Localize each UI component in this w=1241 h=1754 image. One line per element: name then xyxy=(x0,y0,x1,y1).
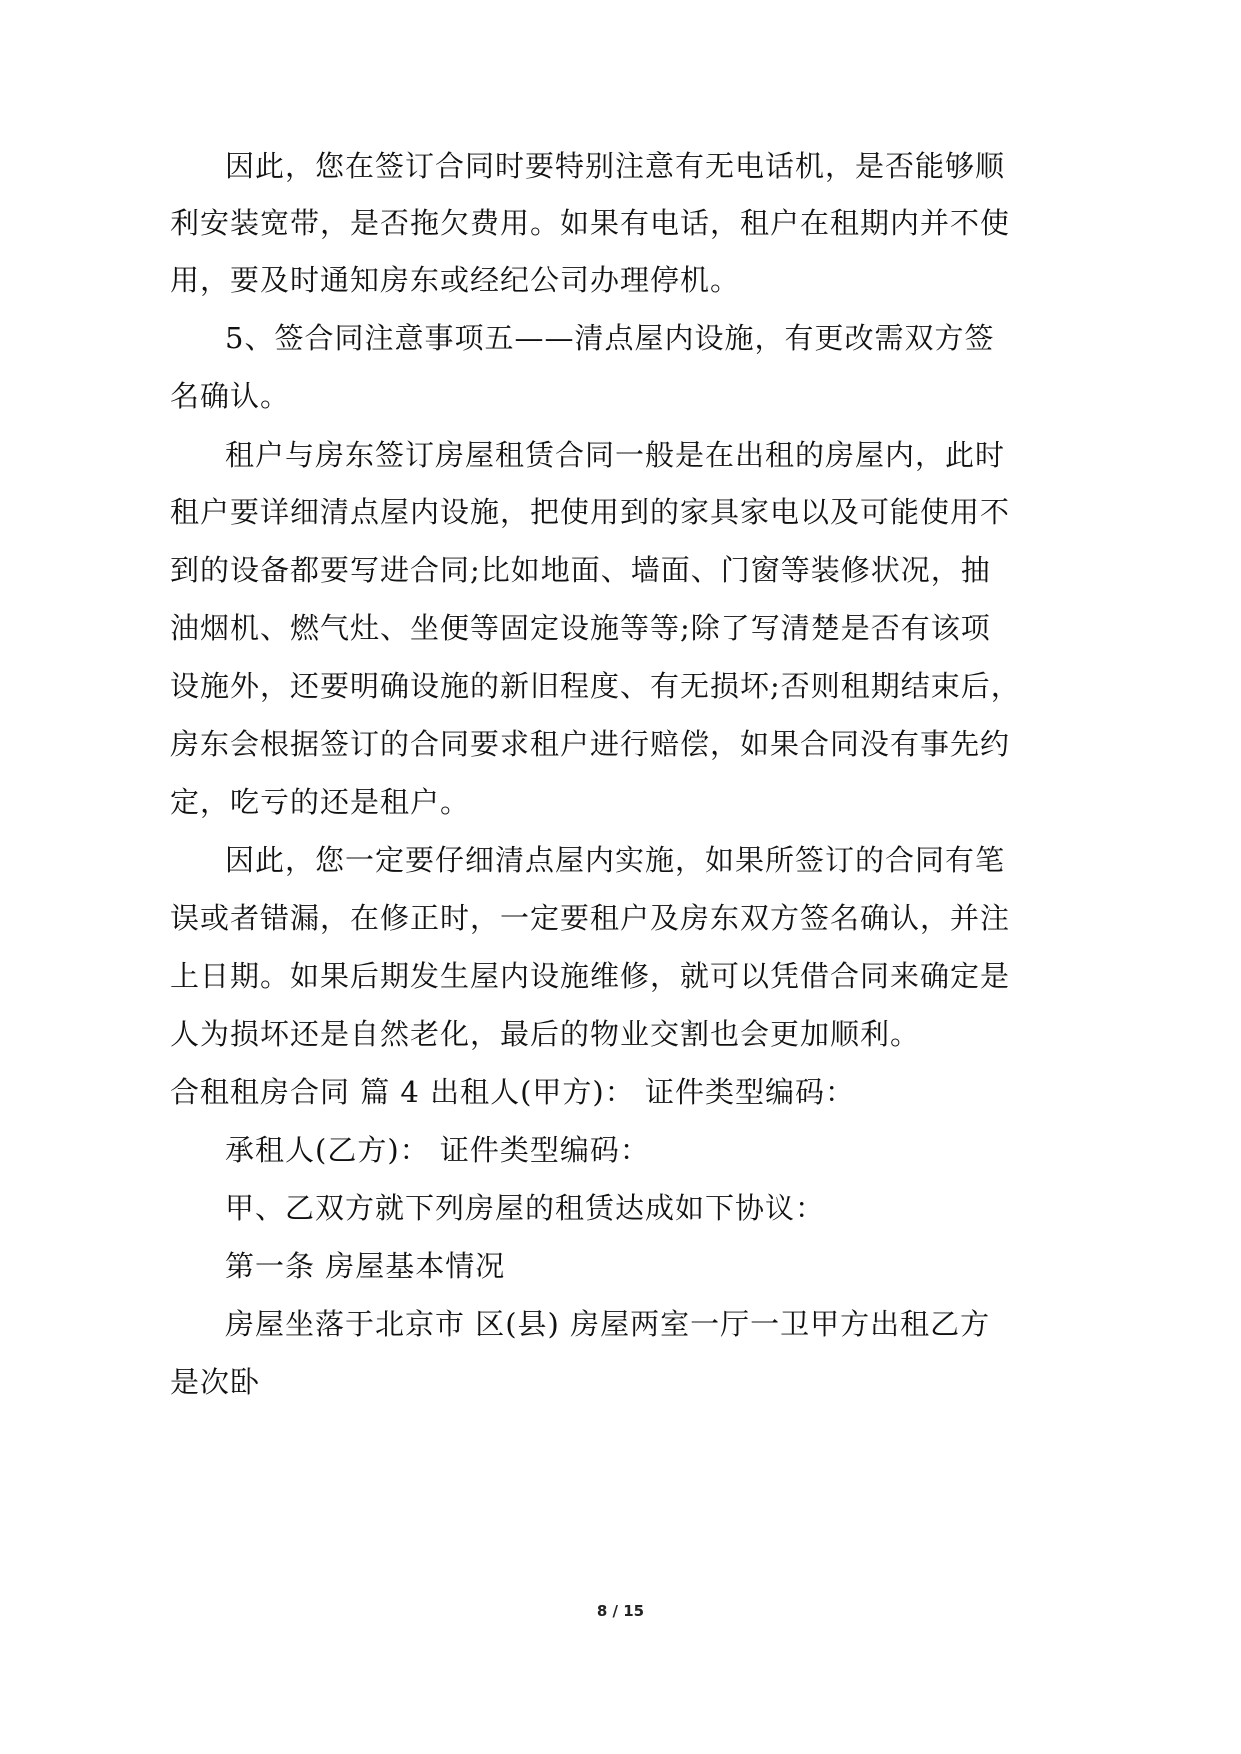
text-line: 5、签合同注意事项五——清点屋内设施，有更改需双方签 xyxy=(225,321,995,355)
text-line: 利安装宽带，是否拖欠费用。如果有电话，租户在租期内并不使 xyxy=(170,206,1011,240)
text-line: 人为损坏还是自然老化，最后的物业交割也会更加顺利。 xyxy=(170,1017,921,1051)
text-line: 第一条 房屋基本情况 xyxy=(225,1249,506,1283)
text-line: 租户与房东签订房屋租赁合同一般是在出租的房屋内，此时 xyxy=(225,438,1006,472)
text-line: 油烟机、燃气灶、坐便等固定设施等等;除了写清楚是否有该项 xyxy=(170,611,991,645)
text-line: 因此，您在签订合同时要特别注意有无电话机，是否能够顺 xyxy=(225,149,1006,183)
text-line: 误或者错漏，在修正时，一定要租户及房东双方签名确认，并注 xyxy=(170,901,1011,935)
text-line: 到的设备都要写进合同;比如地面、墙面、门窗等装修状况，抽 xyxy=(170,553,991,587)
text-line: 设施外，还要明确设施的新旧程度、有无损坏;否则租期结束后， xyxy=(170,669,1021,703)
page-number: 8 / 15 xyxy=(596,1602,645,1620)
text-line: 房屋坐落于北京市 区(县) 房屋两室一厅一卫甲方出租乙方 xyxy=(225,1307,991,1341)
section-heading-line: 合租租房合同 篇 4 出租人(甲方)： 证件类型编码： xyxy=(170,1075,855,1109)
text-line: 房东会根据签订的合同要求租户进行赔偿，如果合同没有事先约 xyxy=(170,727,1011,761)
text-line: 名确认。 xyxy=(170,379,291,413)
text-line: 是次卧 xyxy=(170,1365,261,1399)
text-line: 甲、乙双方就下列房屋的租赁达成如下协议： xyxy=(225,1191,826,1225)
text-line: 定，吃亏的还是租户。 xyxy=(170,785,471,819)
text-line: 因此，您一定要仔细清点屋内实施，如果所签订的合同有笔 xyxy=(225,843,1006,877)
text-line: 承租人(乙方)： 证件类型编码： xyxy=(225,1133,650,1167)
text-line: 上日期。如果后期发生屋内设施维修，就可以凭借合同来确定是 xyxy=(170,959,1011,993)
text-line: 租户要详细清点屋内设施，把使用到的家具家电以及可能使用不 xyxy=(170,495,1011,529)
text-line: 用，要及时通知房东或经纪公司办理停机。 xyxy=(170,263,741,297)
